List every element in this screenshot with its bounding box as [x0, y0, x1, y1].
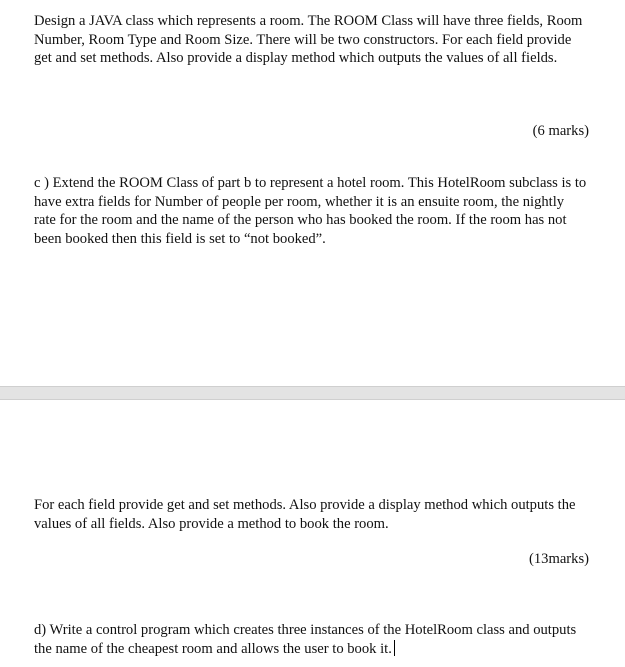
question-b-text: Design a JAVA class which represents a room. The ROOM Class will have three fields, Room Number, Room Type and Room Size. There will be two constructors. For each field provide get and set methods. Also provide a display method which outputs the values of all fields.: [34, 13, 583, 67]
page-break: [0, 386, 625, 400]
question-b-marks: (6 marks): [532, 123, 589, 139]
question-c-text: c ) Extend the ROOM Class of part b to represent a hotel room. This HotelRoom subclass is to have extra fields for Number of people per room, whether it is an ensuite room, the nightly rate for the room and the name of the person who has booked the room. If the room has not been booked then this field is set to “not booked”.: [34, 175, 587, 247]
question-c-marks: (13marks): [529, 551, 589, 567]
question-d-text: d) Write a control program which creates three instances of the HotelRoom class and outputs the name of the cheapest room and allows the user to book it.: [34, 622, 577, 657]
question-c-continued-text: For each field provide get and set methods. Also provide a display method which outputs the values of all fields. Also provide a method to book the room.: [34, 497, 576, 532]
text-cursor: [394, 640, 395, 656]
question-d-paragraph[interactable]: [34, 621, 589, 658]
document-page-2: [0, 400, 625, 667]
